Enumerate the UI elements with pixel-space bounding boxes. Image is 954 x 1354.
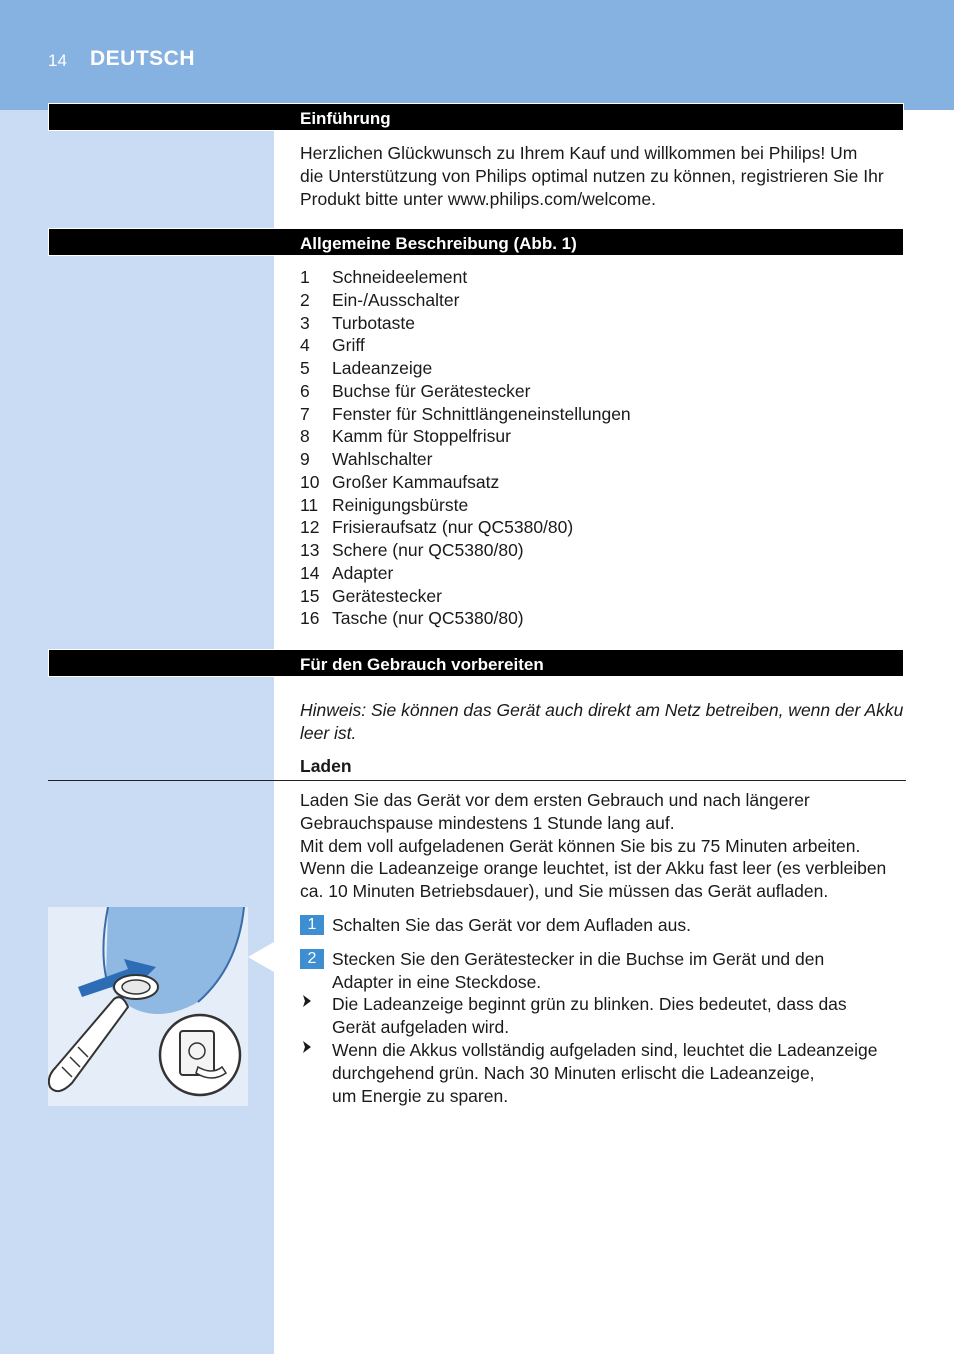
arrowhead-bullet-icon <box>302 993 312 1016</box>
bullet-line: um Energie zu sparen. <box>332 1085 509 1106</box>
note-line: leer ist. <box>300 722 357 743</box>
list-item <box>300 539 631 562</box>
body-line: ca. 10 Minuten Betriebsdauer), und Sie müssen das Gerät aufladen. <box>300 881 829 902</box>
list-item-number: 10 <box>300 471 320 492</box>
page-number: 14 <box>48 51 67 70</box>
list-item-number: 16 <box>300 608 320 629</box>
list-item-label: Schere (nur QC5380/80) <box>332 540 524 560</box>
list-item <box>300 380 631 403</box>
step-line: Stecken Sie den Gerätestecker in die Buchse im Gerät und den <box>332 949 825 969</box>
intro-paragraph <box>300 142 906 210</box>
note-paragraph <box>300 699 906 745</box>
step-2 <box>300 948 906 994</box>
body-line: Laden Sie das Gerät vor dem ersten Gebrauch und nach längerer <box>300 790 810 810</box>
charging-paragraph <box>300 789 906 903</box>
list-item <box>300 289 631 312</box>
divider <box>48 780 906 781</box>
list-item-label: Ein-/Ausschalter <box>332 289 460 310</box>
list-item <box>300 448 631 471</box>
list-item-label: Wahlschalter <box>332 449 433 469</box>
list-item-number: 1 <box>300 267 310 287</box>
list-item-number: 8 <box>300 426 310 447</box>
list-item-label: Fenster für Schnittlängeneinstellungen <box>332 403 631 424</box>
step-1 <box>300 914 906 937</box>
list-item-number: 9 <box>300 449 310 469</box>
list-item <box>300 357 631 380</box>
list-item <box>300 607 631 630</box>
list-item-label: Gerätestecker <box>332 585 442 606</box>
list-item <box>300 471 631 494</box>
bullet-line: Wenn die Akkus vollständig aufgeladen sind, leuchtet die Ladeanzeige <box>332 1040 878 1060</box>
list-item-number: 5 <box>300 358 310 378</box>
list-item-number: 13 <box>300 540 320 560</box>
step-number-badge: 2 <box>300 949 324 969</box>
list-item-label: Adapter <box>332 562 394 583</box>
charging-illustration <box>48 907 248 1106</box>
list-item <box>300 585 631 608</box>
bullet-line: durchgehend grün. Nach 30 Minuten erlischt die Ladeanzeige, <box>332 1062 815 1083</box>
list-item <box>300 312 631 335</box>
list-item-number: 12 <box>300 517 320 538</box>
list-item-number: 6 <box>300 380 310 401</box>
list-item-label: Großer Kammaufsatz <box>332 471 500 492</box>
list-item-label: Reinigungsbürste <box>332 494 469 515</box>
section-bar-prepare <box>48 649 904 677</box>
intro-line: die Unterstützung von Philips optimal nutzen zu können, registrieren Sie Ihr <box>300 165 884 186</box>
bullet-line: Die Ladeanzeige beginnt grün zu blinken. Dies bedeutet, dass das <box>332 994 847 1014</box>
section-bar-general <box>48 228 904 256</box>
list-item-number: 2 <box>300 289 310 310</box>
section-title-general: Allgemeine Beschreibung (Abb. 1) <box>300 234 577 253</box>
list-item <box>300 403 631 426</box>
list-item-number: 3 <box>300 312 310 333</box>
step-line: Schalten Sie das Gerät vor dem Aufladen aus. <box>332 915 691 935</box>
list-item <box>300 266 631 289</box>
parts-list <box>300 266 631 630</box>
bullet-1 <box>300 993 906 1039</box>
list-item-number: 7 <box>300 403 310 424</box>
list-item <box>300 494 631 517</box>
bullet-2 <box>300 1039 906 1107</box>
body-line: Mit dem voll aufgeladenen Gerät können Sie bis zu 75 Minuten arbeiten. <box>300 835 861 856</box>
list-item-label: Turbotaste <box>332 312 416 333</box>
list-item-label: Ladeanzeige <box>332 358 433 378</box>
list-item-number: 11 <box>300 494 319 515</box>
arrowhead-bullet-icon <box>302 1039 312 1062</box>
list-item <box>300 562 631 585</box>
pointer-triangle <box>248 942 276 972</box>
body-line: Gebrauchspause mindestens 1 Stunde lang auf. <box>300 812 675 833</box>
list-item <box>300 516 631 539</box>
list-item-label: Tasche (nur QC5380/80) <box>332 608 524 629</box>
list-item-number: 4 <box>300 335 310 356</box>
intro-line: Herzlichen Glückwunsch zu Ihrem Kauf und willkommen bei Philips! Um <box>300 143 858 163</box>
note-line: Hinweis: Sie können das Gerät auch direkt am Netz betreiben, wenn der Akku <box>300 700 904 720</box>
list-item-label: Kamm für Stoppelfrisur <box>332 426 511 447</box>
list-item-label: Griff <box>332 335 365 356</box>
section-bar-intro <box>48 103 904 131</box>
side-column <box>0 110 274 1354</box>
body-line: Wenn die Ladeanzeige orange leuchtet, ist der Akku fast leer (es verbleiben <box>300 858 887 879</box>
list-item-label: Schneideelement <box>332 267 468 287</box>
section-title-intro: Einführung <box>300 109 391 128</box>
list-item <box>300 425 631 448</box>
section-title-prepare: Für den Gebrauch vorbereiten <box>300 655 544 674</box>
list-item <box>300 334 631 357</box>
list-item-label: Frisieraufsatz (nur QC5380/80) <box>332 517 574 538</box>
step-number-badge: 1 <box>300 915 324 935</box>
step-line: Adapter in eine Steckdose. <box>332 971 542 992</box>
subheading-laden: Laden <box>300 756 352 776</box>
list-item-label: Buchse für Gerätestecker <box>332 380 531 401</box>
list-item-number: 15 <box>300 585 320 606</box>
list-item-number: 14 <box>300 562 320 583</box>
language-title: DEUTSCH <box>90 47 196 70</box>
bullet-line: Gerät aufgeladen wird. <box>332 1016 510 1037</box>
intro-line: Produkt bitte unter www.philips.com/welcome. <box>300 188 656 209</box>
